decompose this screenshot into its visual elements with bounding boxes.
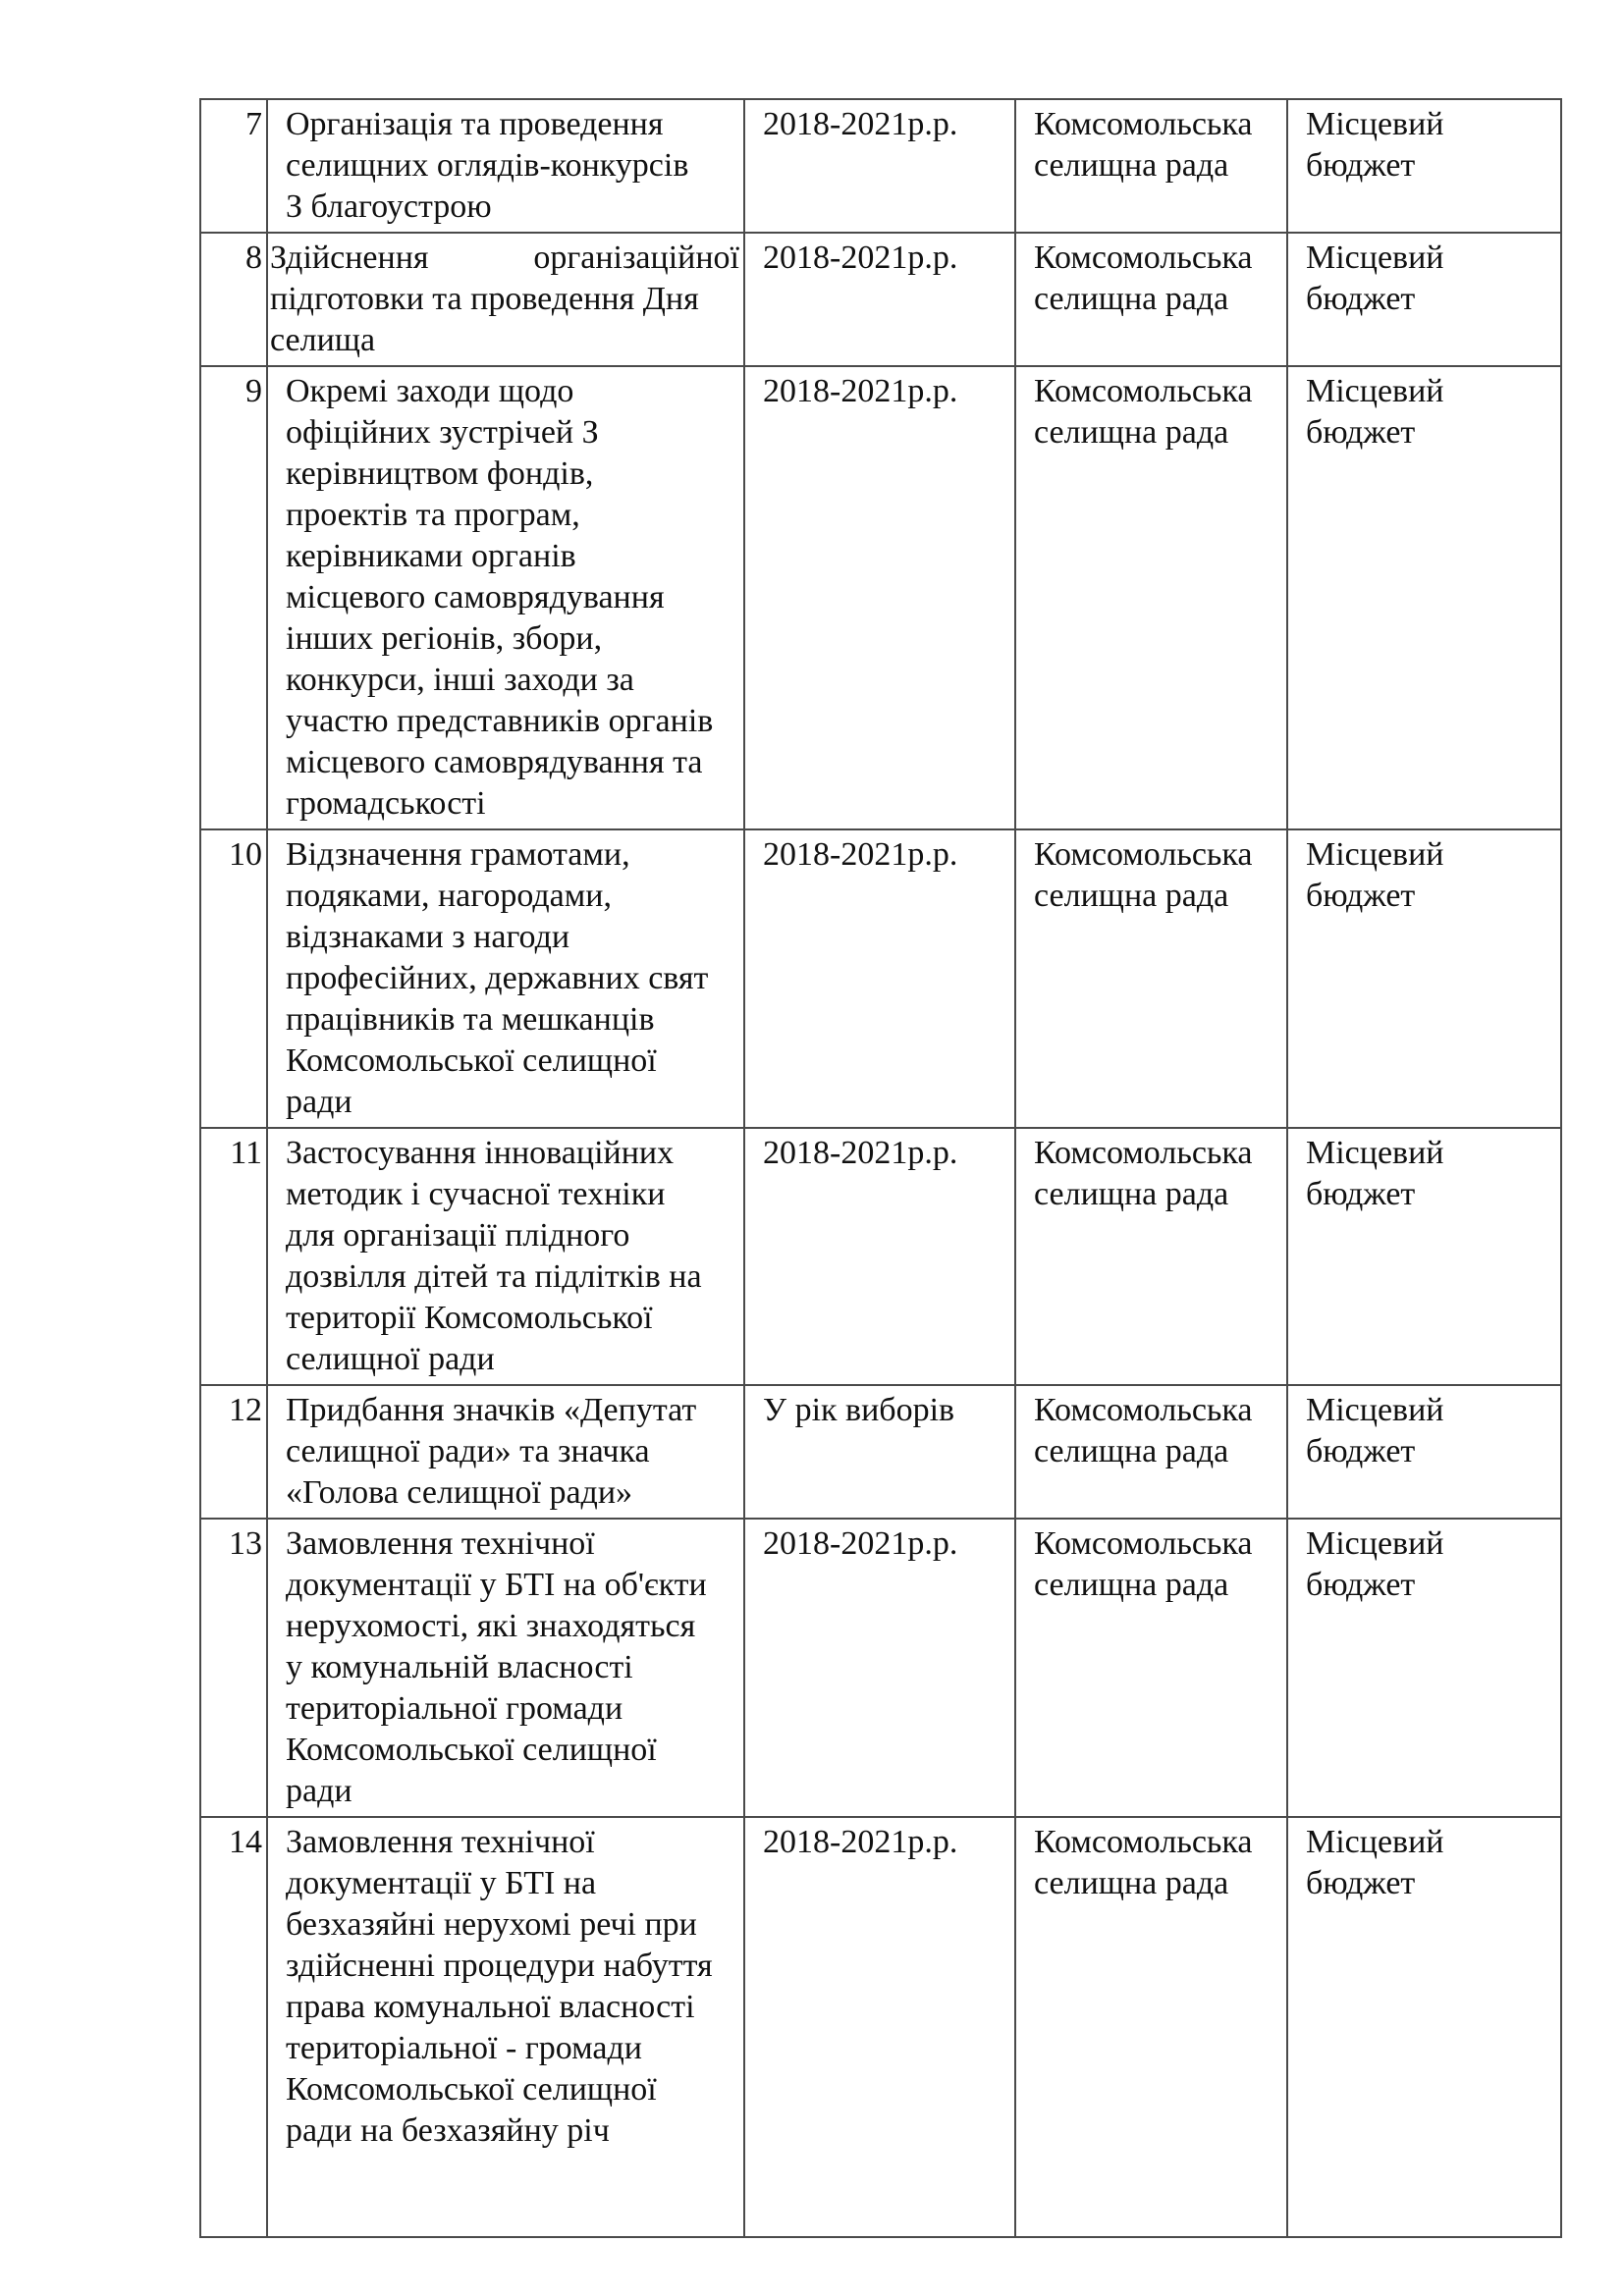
executor-line: селищна рада [1034,878,1229,914]
measure-line: права комунальної власності [286,1989,695,2025]
executor-line: селищна рада [1034,147,1229,184]
measure-line: безхазяйні нерухомі речі при [286,1906,697,1943]
measure-cell [267,1385,744,1519]
measure-line: проектів та програм, [286,497,580,533]
row-number: 8 [200,233,267,366]
funding-source-line: Місцевий [1306,1135,1444,1171]
executor-line: селищна рада [1034,1865,1229,1901]
measure-line: участю представників органів [286,703,714,739]
row-number: 9 [200,366,267,829]
measure-line: територіальної громади [286,1690,623,1727]
measure-line: для організації плідного [286,1217,630,1254]
term-cell: 2018-2021р.р. [744,366,1015,829]
funding-source-cell [1287,1519,1561,1817]
table-row [200,1817,1561,2237]
funding-source-line: Місцевий [1306,836,1444,873]
funding-source-line: Місцевий [1306,1392,1444,1428]
row-number: 14 [200,1817,267,2237]
funding-source-cell [1287,366,1561,829]
table-row [200,99,1561,233]
measure-line: Організація та проведення [286,106,664,142]
measure-line: Комсомольської селищної [286,1732,657,1768]
executor-cell [1015,366,1287,829]
measure-line: Застосування інноваційних [286,1135,675,1171]
measure-line: ради [286,1773,352,1809]
executor-line: селищна рада [1034,1433,1229,1469]
measure-line: конкурси, інші заходи за [286,662,634,698]
measure-line: Комсомольської селищної [286,1042,657,1079]
executor-cell [1015,99,1287,233]
measure-cell [267,366,744,829]
table-row [200,1385,1561,1519]
funding-source-line: Місцевий [1306,106,1444,142]
executor-line: селищна рада [1034,1567,1229,1603]
measure-cell [267,233,744,366]
term-cell: 2018-2021р.р. [744,1128,1015,1385]
measures-table-body [200,99,1561,2237]
measure-word: Здійснення [270,240,429,276]
measure-line-justified [270,238,739,279]
measure-cell [267,829,744,1128]
measure-cell [267,1817,744,2237]
funding-source-line: бюджет [1306,281,1416,317]
measure-line: «Голова селищної ради» [286,1474,633,1511]
funding-source-cell [1287,1817,1561,2237]
funding-source-line: Місцевий [1306,1824,1444,1860]
executor-cell [1015,233,1287,366]
measure-line: підготовки та проведення Дня [270,281,699,317]
measure-line: нерухомості, які знаходяться [286,1608,696,1644]
term-cell: 2018-2021р.р. [744,1817,1015,2237]
measure-cell [267,99,744,233]
measure-line: територіальної - громади [286,2030,642,2066]
measure-line: селищної ради» та значка [286,1433,650,1469]
executor-line: Комсомольська [1034,240,1253,276]
measure-line: працівників та мешканців [286,1001,655,1038]
measure-line: у комунальній власності [286,1649,633,1685]
measure-line: ради [286,1084,352,1120]
measure-line: Окремі заходи щодо [286,373,574,409]
measure-line: місцевого самоврядування та [286,744,703,780]
measure-word: організаційної [533,240,739,276]
funding-source-line: бюджет [1306,1433,1416,1469]
row-number: 7 [200,99,267,233]
measure-line: офіційних зустрічей З [286,414,599,451]
measure-line: документації у БТІ на об'єкти [286,1567,707,1603]
executor-line: Комсомольська [1034,1135,1253,1171]
measure-line: документації у БТІ на [286,1865,597,1901]
funding-source-cell [1287,1385,1561,1519]
executor-line: Комсомольська [1034,1824,1253,1860]
measure-line: Комсомольської селищної [286,2071,657,2108]
measure-line: відзнаками з нагоди [286,919,570,955]
funding-source-cell [1287,233,1561,366]
row-number: 10 [200,829,267,1128]
funding-source-line: бюджет [1306,414,1416,451]
term-cell: 2018-2021р.р. [744,1519,1015,1817]
term-cell: 2018-2021р.р. [744,99,1015,233]
measure-cell [267,1128,744,1385]
measure-line: подяками, нагородами, [286,878,612,914]
measure-line: керівниками органів [286,538,576,574]
executor-line: Комсомольська [1034,373,1253,409]
measure-line: Придбання значків «Депутат [286,1392,697,1428]
funding-source-line: бюджет [1306,878,1416,914]
executor-cell [1015,1817,1287,2237]
measure-line: громадськості [286,785,486,822]
measure-line: ради на безхазяйну річ [286,2112,610,2149]
funding-source-cell [1287,1128,1561,1385]
measure-line: місцевого самоврядування [286,579,665,615]
measure-line: Замовлення технічної [286,1525,595,1562]
funding-source-line: бюджет [1306,147,1416,184]
executor-line: селищна рада [1034,1176,1229,1212]
funding-source-line: Місцевий [1306,240,1444,276]
executor-line: селищна рада [1034,414,1229,451]
measure-line: території Комсомольської [286,1300,653,1336]
executor-line: Комсомольська [1034,106,1253,142]
table-row [200,829,1561,1128]
measure-line: Відзначення грамотами, [286,836,630,873]
table-row [200,1519,1561,1817]
measure-line: професійних, державних свят [286,960,709,996]
measure-cell [267,1519,744,1817]
measure-line: інших регіонів, збори, [286,620,603,657]
measures-table [199,98,1562,2238]
executor-line: селищна рада [1034,281,1229,317]
measure-line: селищної ради [286,1341,495,1377]
term-cell: 2018-2021р.р. [744,233,1015,366]
table-row [200,1128,1561,1385]
executor-cell [1015,829,1287,1128]
measure-line: дозвілля дітей та підлітків на [286,1258,702,1295]
row-number: 12 [200,1385,267,1519]
measure-line: Замовлення технічної [286,1824,595,1860]
measure-line: здійсненні процедури набуття [286,1948,713,1984]
executor-line: Комсомольська [1034,1392,1253,1428]
funding-source-line: Місцевий [1306,373,1444,409]
measure-line: методик і сучасної техніки [286,1176,666,1212]
term-cell: У рік виборів [744,1385,1015,1519]
measure-line: керівництвом фондів, [286,455,594,492]
funding-source-line: бюджет [1306,1865,1416,1901]
executor-cell [1015,1385,1287,1519]
measure-line: селищних оглядів-конкурсів [286,147,689,184]
executor-cell [1015,1519,1287,1817]
funding-source-line: Місцевий [1306,1525,1444,1562]
funding-source-line: бюджет [1306,1176,1416,1212]
measure-line: селища [270,322,376,358]
row-number: 13 [200,1519,267,1817]
executor-line: Комсомольська [1034,836,1253,873]
funding-source-cell [1287,829,1561,1128]
measure-line: З благоустрою [286,188,492,225]
table-row [200,233,1561,366]
row-number: 11 [200,1128,267,1385]
funding-source-cell [1287,99,1561,233]
term-cell: 2018-2021р.р. [744,829,1015,1128]
executor-line: Комсомольська [1034,1525,1253,1562]
executor-cell [1015,1128,1287,1385]
table-row [200,366,1561,829]
funding-source-line: бюджет [1306,1567,1416,1603]
